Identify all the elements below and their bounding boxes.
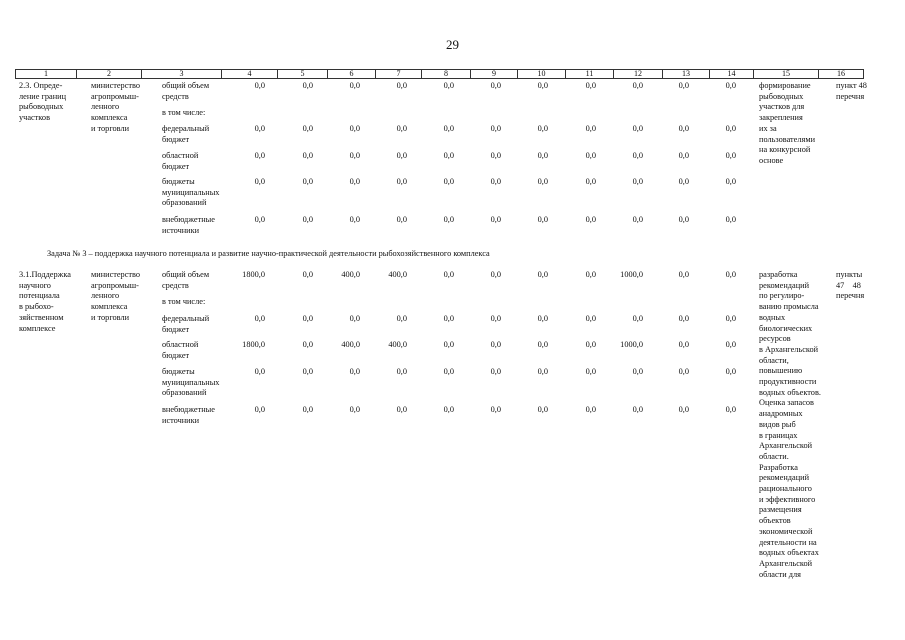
section2-funding-value: 0,0 [443,270,454,279]
section1-funding-label: бюджеты муниципальных образований [162,177,220,208]
section1-funding-value: 0,0 [490,215,501,224]
column-header-row [15,69,864,79]
section2-funding-value: 1000,0 [620,340,643,349]
column-number-10: 10 [518,70,566,79]
section2-funding-value: 0,0 [443,340,454,349]
column-number-11: 11 [566,70,614,79]
section1-funding-value: 0,0 [585,177,596,186]
section1-funding-value: 0,0 [632,177,643,186]
section2-funding-value: 0,0 [678,340,689,349]
section2-funding-value: 0,0 [443,405,454,414]
section1-funding-label: федеральный бюджет [162,124,210,144]
section2-funding-value: 0,0 [678,314,689,323]
section2-funding-value: 0,0 [490,314,501,323]
column-number-4: 4 [222,70,278,79]
column-number-5: 5 [278,70,328,79]
column-number-2: 2 [77,70,142,79]
section2-funding-value: 0,0 [585,314,596,323]
section2-funding-value: 0,0 [302,405,313,414]
section2-funding-value: 0,0 [490,270,501,279]
section2-funding-value: 0,0 [678,405,689,414]
section1-funding-value: 0,0 [725,177,736,186]
section2-funding-value: 0,0 [725,314,736,323]
section1-funding-value: 0,0 [254,177,265,186]
section1-funding-value: 0,0 [302,81,313,90]
section2-expected-result: разработка рекомендаций по регулиро- ванию промысла водных биологических ресурсов в Архангельской области, повышению продуктивности водных объектов. Оценка запасов анадромных видов рыб в границах Архангельской области. Разработка рекомендаций рационального и эффективного размещения объектов экономической деятельности на водных объектах Архангельской области для [759,270,821,579]
section2-funding-value: 0,0 [678,367,689,376]
section2-funding-value: 0,0 [254,367,265,376]
section2-funding-value: 0,0 [396,314,407,323]
section1-funding-value: 0,0 [678,151,689,160]
section1-funding-value: 0,0 [254,215,265,224]
section1-funding-value: 0,0 [490,81,501,90]
section2-funding-value: 400,0 [341,270,360,279]
section1-funding-value: 0,0 [396,81,407,90]
section2-funding-value: 0,0 [585,405,596,414]
section2-funding-value: 0,0 [725,405,736,414]
section1-funding-value: 0,0 [725,151,736,160]
section1-funding-value: 0,0 [349,151,360,160]
section2-reference: пункты 47 48 перечня [836,270,865,301]
section2-funding-value: 0,0 [396,405,407,414]
section2-funding-label: внебюджетные источники [162,405,215,425]
section1-funding-value: 0,0 [585,215,596,224]
section1-funding-value: 0,0 [632,124,643,133]
section1-funding-value: 0,0 [254,124,265,133]
section1-measure-name: 2.3. Опреде- ление границ рыбоводных участков [19,81,67,123]
section1-funding-value: 0,0 [490,177,501,186]
section1-funding-value: 0,0 [537,151,548,160]
section1-funding-value: 0,0 [490,124,501,133]
section2-funding-value: 0,0 [632,367,643,376]
section2-funding-value: 0,0 [443,314,454,323]
column-number-15: 15 [754,70,819,79]
section1-funding-value: 0,0 [537,124,548,133]
section1-funding-value: 0,0 [349,124,360,133]
page-number: 29 [446,37,459,52]
section1-funding-value: 0,0 [349,177,360,186]
column-number-3: 3 [142,70,222,79]
section2-funding-label: областной бюджет [162,340,199,360]
section2-funding-value: 0,0 [585,270,596,279]
column-number-8: 8 [422,70,471,79]
section2-funding-value: 0,0 [490,367,501,376]
section1-funding-value: 0,0 [585,81,596,90]
section1-funding-value: 0,0 [632,81,643,90]
section2-funding-value: 0,0 [349,405,360,414]
section2-funding-value: 0,0 [443,367,454,376]
section2-funding-label: бюджеты муниципальных образований [162,367,220,398]
section1-funding-value: 0,0 [302,177,313,186]
section1-funding-value: 0,0 [443,81,454,90]
task-heading: Задача № 3 – поддержка научного потенциала и развитие научно-практической деятельности рыбохозяйственного комплекса [47,249,490,258]
section1-funding-label: общий объем средств [162,81,210,101]
column-number-1: 1 [16,70,77,79]
section1-funding-value: 0,0 [725,81,736,90]
section2-funding-value: 0,0 [396,367,407,376]
section2-funding-value: 0,0 [490,405,501,414]
section2-funding-value: 400,0 [341,340,360,349]
section2-funding-label: общий объем средств [162,270,210,290]
section1-funding-value: 0,0 [678,215,689,224]
section1-executor: министерство агропромыш- ленного комплекса и торговли [91,81,141,133]
section2-funding-label: в том числе: [162,297,206,306]
section2-funding-value: 0,0 [302,314,313,323]
column-number-13: 13 [663,70,710,79]
section1-funding-value: 0,0 [537,81,548,90]
section2-funding-value: 0,0 [349,367,360,376]
section1-funding-value: 0,0 [254,81,265,90]
column-number-14: 14 [710,70,754,79]
section1-funding-value: 0,0 [443,215,454,224]
column-number-7: 7 [376,70,422,79]
section2-funding-value: 0,0 [678,270,689,279]
section1-funding-value: 0,0 [725,124,736,133]
section2-funding-value: 0,0 [537,367,548,376]
section2-funding-value: 400,0 [388,270,407,279]
column-number-6: 6 [328,70,376,79]
section2-funding-value: 400,0 [388,340,407,349]
section1-funding-value: 0,0 [632,151,643,160]
section2-funding-value: 0,0 [632,314,643,323]
section2-funding-value: 0,0 [537,340,548,349]
section2-funding-value: 0,0 [254,314,265,323]
section1-funding-label: областной бюджет [162,151,199,171]
section2-funding-value: 0,0 [537,314,548,323]
section2-executor: министерство агропромыш- ленного комплекса и торговли [91,270,141,322]
section2-funding-value: 1800,0 [242,270,265,279]
column-number-12: 12 [614,70,663,79]
section2-funding-value: 0,0 [302,367,313,376]
section1-funding-value: 0,0 [349,81,360,90]
section1-funding-value: 0,0 [537,177,548,186]
section1-funding-value: 0,0 [396,177,407,186]
section1-reference: пункт 48 перечня [836,81,867,101]
section1-expected-result: формирование рыбоводных участков для закрепления их за пользователями на конкурсной основе [759,81,816,165]
section1-funding-value: 0,0 [302,124,313,133]
section1-funding-value: 0,0 [678,124,689,133]
section1-funding-value: 0,0 [585,151,596,160]
section1-funding-value: 0,0 [302,151,313,160]
section1-funding-value: 0,0 [396,124,407,133]
section1-funding-value: 0,0 [396,215,407,224]
section1-funding-value: 0,0 [678,177,689,186]
section1-funding-label: в том числе: [162,108,206,117]
column-number-16: 16 [819,70,864,79]
section1-funding-value: 0,0 [443,124,454,133]
section2-funding-value: 0,0 [725,270,736,279]
section2-funding-value: 0,0 [302,270,313,279]
section2-funding-value: 0,0 [537,405,548,414]
section1-funding-value: 0,0 [302,215,313,224]
section2-funding-value: 1800,0 [242,340,265,349]
section2-measure-name: 3.1.Поддержка научного потенциала в рыбохо- зяйственном комплексе [19,270,71,333]
section2-funding-value: 0,0 [585,367,596,376]
section1-funding-label: внебюджетные источники [162,215,215,235]
section2-funding-value: 0,0 [254,405,265,414]
section1-funding-value: 0,0 [632,215,643,224]
section1-funding-value: 0,0 [349,215,360,224]
section2-funding-label: федеральный бюджет [162,314,210,334]
section1-funding-value: 0,0 [396,151,407,160]
section2-funding-value: 0,0 [585,340,596,349]
section1-funding-value: 0,0 [725,215,736,224]
section1-funding-value: 0,0 [443,177,454,186]
section1-funding-value: 0,0 [537,215,548,224]
section2-funding-value: 0,0 [537,270,548,279]
section2-funding-value: 0,0 [632,405,643,414]
section1-funding-value: 0,0 [254,151,265,160]
section2-funding-value: 0,0 [725,367,736,376]
section1-funding-value: 0,0 [678,81,689,90]
section1-funding-value: 0,0 [585,124,596,133]
section2-funding-value: 0,0 [725,340,736,349]
section1-funding-value: 0,0 [443,151,454,160]
section1-funding-value: 0,0 [490,151,501,160]
section2-funding-value: 0,0 [302,340,313,349]
column-number-9: 9 [471,70,518,79]
section2-funding-value: 1000,0 [620,270,643,279]
section2-funding-value: 0,0 [490,340,501,349]
section2-funding-value: 0,0 [349,314,360,323]
